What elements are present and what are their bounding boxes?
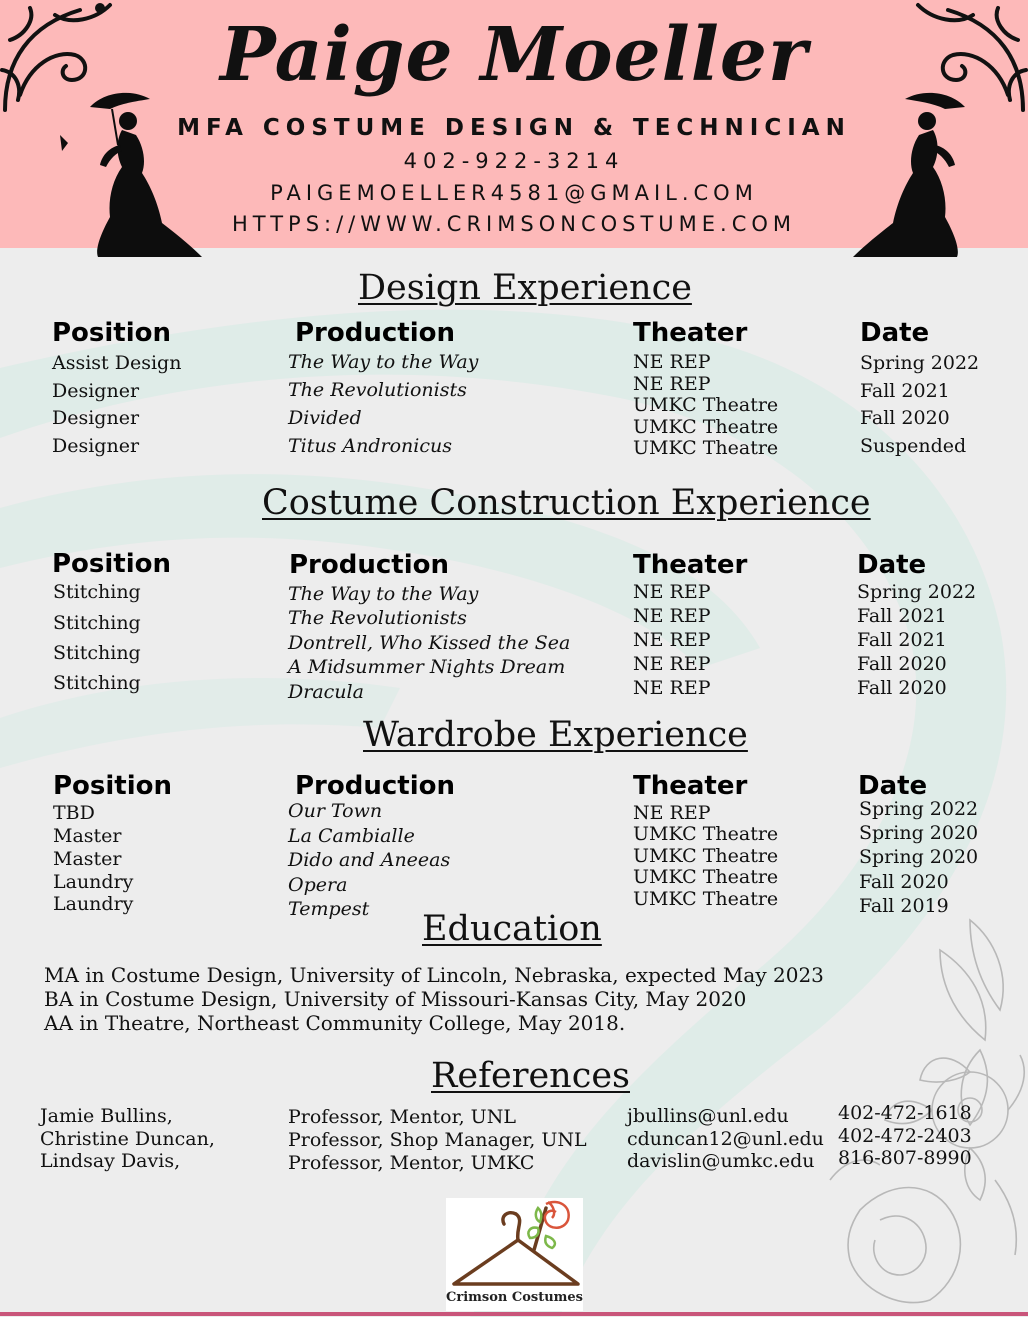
column-header-theater: Theater [633,771,748,801]
reference-name: Lindsay Davis, [40,1150,181,1172]
design-theater: NE REP [633,373,711,395]
reference-name: Jamie Bullins, [40,1105,173,1127]
wardrobe-theater: UMKC Theatre [633,823,779,845]
wardrobe-theater: UMKC Theatre [633,888,779,910]
crimson-costumes-logo [446,1198,583,1311]
wardrobe-date: Fall 2020 [859,871,949,893]
column-header-position: Position [52,318,172,348]
construction-theater: NE REP [633,629,711,651]
column-header-theater: Theater [633,550,748,580]
construction-position: Stitching [53,642,141,664]
column-header-date: Date [858,771,928,801]
design-date: Fall 2021 [860,380,950,402]
section-title-construction: Costume Construction Experience [262,483,871,523]
wardrobe-date: Spring 2022 [859,798,979,820]
construction-date: Fall 2020 [857,677,947,699]
wardrobe-theater: UMKC Theatre [633,866,779,888]
design-theater: UMKC Theatre [633,394,779,416]
design-position: Designer [52,380,140,402]
design-theater: UMKC Theatre [633,437,779,459]
design-date: Spring 2022 [860,352,980,374]
wardrobe-position: TBD [53,802,95,824]
construction-date: Fall 2021 [857,605,947,627]
person-name: Paige Moeller [220,12,808,98]
column-header-theater: Theater [633,318,748,348]
hanger-rose-logo-icon [446,1198,583,1293]
reference-role: Professor, Shop Manager, UNL [288,1129,587,1151]
construction-production: A Midsummer Nights Dream [288,656,566,678]
wardrobe-date: Fall 2019 [859,895,949,917]
design-date: Suspended [860,435,967,457]
construction-position: Stitching [53,612,141,634]
construction-date: Fall 2020 [857,653,947,675]
construction-theater: NE REP [633,581,711,603]
wardrobe-position: Master [53,848,122,870]
reference-email[interactable]: jbullins@unl.edu [627,1105,789,1127]
column-header-production: Production [289,550,449,580]
design-position: Designer [52,407,140,429]
design-theater: NE REP [633,351,711,373]
wardrobe-date: Spring 2020 [859,822,979,844]
construction-production: Dracula [288,681,364,703]
reference-phone: 816-807-8990 [838,1147,972,1169]
phone-number: 402-922-3214 [403,149,625,173]
wardrobe-position: Laundry [53,871,134,893]
logo-text: Crimson Costumes [446,1290,583,1305]
reference-email[interactable]: cduncan12@unl.edu [627,1128,824,1150]
design-position: Assist Design [52,352,182,374]
design-production: Titus Andronicus [288,435,452,457]
column-header-production: Production [295,771,455,801]
wardrobe-production: Tempest [288,898,370,920]
column-header-date: Date [860,318,930,348]
wardrobe-production: Our Town [288,800,383,822]
construction-position: Stitching [53,672,141,694]
section-title-education: Education [422,909,602,949]
reference-phone: 402-472-2403 [838,1125,972,1147]
design-production: Divided [288,407,362,429]
design-production: The Way to the Way [288,351,479,373]
wardrobe-theater: NE REP [633,802,711,824]
wardrobe-production: Dido and Aneeas [288,849,451,871]
construction-production: The Revolutionists [288,607,467,629]
reference-role: Professor, Mentor, UMKC [288,1152,535,1174]
email-address[interactable]: PAIGEMOELLER4581@GMAIL.COM [270,181,758,205]
construction-production: Dontrell, Who Kissed the Sea [288,632,571,654]
design-production: The Revolutionists [288,379,467,401]
design-theater: UMKC Theatre [633,416,779,438]
construction-date: Fall 2021 [857,629,947,651]
construction-theater: NE REP [633,677,711,699]
column-header-date: Date [857,550,927,580]
flower-sketch-icon [820,880,1028,1310]
column-header-position: Position [53,771,173,801]
column-header-position: Position [52,549,172,579]
construction-production: The Way to the Way [288,583,479,605]
reference-role: Professor, Mentor, UNL [288,1106,516,1128]
reference-name: Christine Duncan, [40,1128,215,1150]
bottom-accent-line [0,1312,1028,1316]
section-title-references: References [431,1056,630,1096]
reference-phone: 402-472-1618 [838,1102,972,1124]
wardrobe-date: Spring 2020 [859,846,979,868]
wardrobe-theater: UMKC Theatre [633,845,779,867]
section-title-wardrobe: Wardrobe Experience [363,715,748,755]
education-line: BA in Costume Design, University of Missouri-Kansas City, May 2020 [44,987,747,1011]
design-position: Designer [52,435,140,457]
column-header-production: Production [295,318,455,348]
wardrobe-production: Opera [288,874,348,896]
wardrobe-position: Laundry [53,893,134,915]
education-line: MA in Costume Design, University of Lincoln, Nebraska, expected May 2023 [44,963,824,987]
design-date: Fall 2020 [860,407,950,429]
section-title-design: Design Experience [358,268,692,308]
construction-date: Spring 2022 [857,581,977,603]
reference-email[interactable]: davislin@umkc.edu [627,1150,815,1172]
wardrobe-production: La Cambialle [288,825,415,847]
job-title: MFA COSTUME DESIGN & TECHNICIAN [177,115,851,141]
wardrobe-position: Master [53,825,122,847]
education-line: AA in Theatre, Northeast Community College, May 2018. [44,1011,626,1035]
website-link[interactable]: HTTPS://WWW.CRIMSONCOSTUME.COM [231,212,797,236]
construction-theater: NE REP [633,653,711,675]
construction-theater: NE REP [633,605,711,627]
construction-position: Stitching [53,581,141,603]
